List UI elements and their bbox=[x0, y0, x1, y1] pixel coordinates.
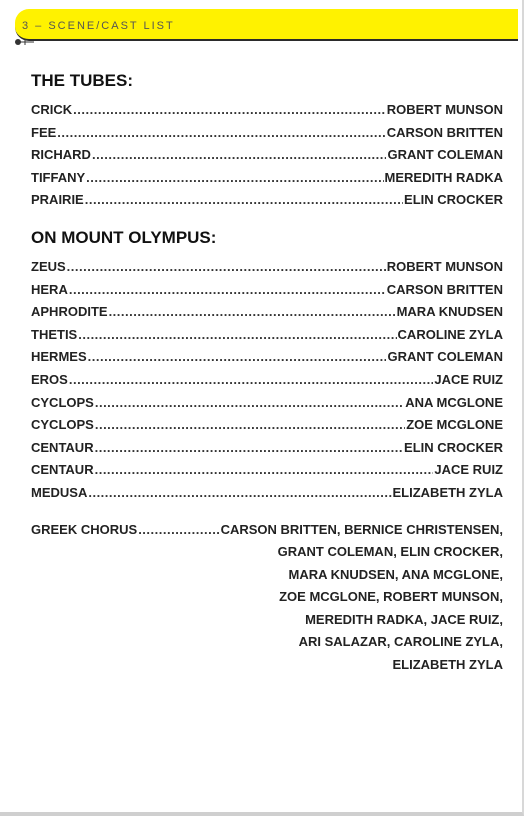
role-name: GREEK CHORUS bbox=[31, 521, 138, 537]
role-name: MEDUSA bbox=[31, 484, 88, 500]
cast-row bbox=[31, 482, 503, 505]
dot-leader bbox=[95, 392, 404, 415]
cast-row bbox=[31, 392, 503, 415]
cast-row bbox=[31, 256, 503, 279]
actor-name: MARA KNUDSEN bbox=[396, 304, 503, 320]
header-ornament-icon bbox=[14, 38, 34, 46]
dot-leader bbox=[92, 144, 387, 167]
cast-row bbox=[31, 324, 503, 347]
actor-name: ANA MCGLONE bbox=[405, 394, 503, 410]
actor-name: CARSON BRITTEN bbox=[386, 124, 503, 140]
role-name: CYCLOPS bbox=[31, 394, 94, 410]
section-tubes bbox=[31, 70, 503, 212]
dot-leader bbox=[78, 324, 396, 347]
actor-name: GRANT COLEMAN bbox=[387, 147, 503, 163]
section-olympus bbox=[31, 227, 503, 505]
actor-name: ROBERT MUNSON bbox=[386, 258, 503, 274]
cast-list bbox=[31, 70, 503, 677]
cast-row bbox=[31, 369, 503, 392]
cast-row bbox=[31, 346, 503, 369]
chorus-line: ARI SALAZAR, CAROLINE ZYLA, bbox=[298, 634, 503, 650]
dot-leader bbox=[95, 459, 434, 482]
dot-leader bbox=[57, 122, 385, 145]
cast-row bbox=[31, 122, 503, 145]
dot-leader bbox=[73, 99, 386, 122]
actor-name: ELIN CROCKER bbox=[404, 192, 503, 208]
cast-row bbox=[31, 144, 503, 167]
chorus-line: MARA KNUDSEN, ANA MCGLONE, bbox=[288, 566, 503, 582]
chorus-line: ELIZABETH ZYLA bbox=[392, 657, 503, 673]
chorus-line: ZOE MCGLONE, ROBERT MUNSON, bbox=[279, 589, 503, 605]
cast-row bbox=[31, 459, 503, 482]
actor-name: MEREDITH RADKA bbox=[384, 169, 503, 185]
role-name: THETIS bbox=[31, 326, 78, 342]
role-name: CYCLOPS bbox=[31, 417, 94, 433]
page-label: 3 – SCENE/CAST LIST bbox=[22, 20, 175, 32]
role-name: CENTAUR bbox=[31, 439, 94, 455]
actor-name: ELIZABETH ZYLA bbox=[392, 484, 503, 500]
chorus-line: GRANT COLEMAN, ELIN CROCKER, bbox=[277, 544, 503, 560]
dot-leader bbox=[88, 346, 387, 369]
dot-leader bbox=[95, 414, 405, 437]
cast-row bbox=[31, 99, 503, 122]
section-chorus bbox=[31, 519, 503, 677]
chorus-line: MEREDITH RADKA, JACE RUIZ, bbox=[305, 611, 503, 627]
dot-leader bbox=[138, 519, 219, 542]
role-name: FEE bbox=[31, 124, 57, 140]
role-name: CRICK bbox=[31, 102, 73, 117]
cast-row bbox=[31, 437, 503, 460]
dot-leader bbox=[95, 437, 403, 460]
role-name: APHRODITE bbox=[31, 304, 108, 320]
actor-name: JACE RUIZ bbox=[434, 462, 503, 478]
cast-row bbox=[31, 167, 503, 190]
actor-name: GRANT COLEMAN bbox=[387, 349, 503, 365]
chorus-row bbox=[31, 519, 503, 542]
actor-name: ELIN CROCKER bbox=[404, 439, 503, 455]
chorus-line: CARSON BRITTEN, BERNICE CHRISTENSEN, bbox=[220, 521, 503, 537]
dot-leader bbox=[69, 369, 434, 392]
dot-leader bbox=[69, 279, 386, 302]
dot-leader bbox=[86, 167, 383, 190]
cast-row bbox=[31, 301, 503, 324]
dot-leader bbox=[88, 482, 391, 505]
section-title: THE TUBES: bbox=[31, 71, 133, 90]
role-name: CENTAUR bbox=[31, 462, 94, 478]
role-name: RICHARD bbox=[31, 147, 91, 163]
role-name: ZEUS bbox=[31, 258, 66, 274]
actor-name: ZOE MCGLONE bbox=[406, 417, 503, 433]
cast-row bbox=[31, 279, 503, 302]
role-name: PRAIRIE bbox=[31, 192, 84, 208]
cast-row bbox=[31, 414, 503, 437]
dot-leader bbox=[67, 256, 386, 279]
actor-name: CARSON BRITTEN bbox=[386, 281, 503, 297]
dot-leader bbox=[85, 189, 403, 212]
role-name: EROS bbox=[31, 371, 68, 387]
role-name: HERA bbox=[31, 281, 68, 297]
cast-row bbox=[31, 189, 503, 212]
actor-name: ROBERT MUNSON bbox=[386, 102, 503, 117]
role-name: HERMES bbox=[31, 349, 87, 365]
section-title: ON MOUNT OLYMPUS: bbox=[31, 227, 217, 247]
dot-leader bbox=[109, 301, 396, 324]
actor-name: CAROLINE ZYLA bbox=[397, 326, 503, 342]
role-name: TIFFANY bbox=[31, 169, 86, 185]
actor-name: JACE RUIZ bbox=[434, 371, 503, 387]
